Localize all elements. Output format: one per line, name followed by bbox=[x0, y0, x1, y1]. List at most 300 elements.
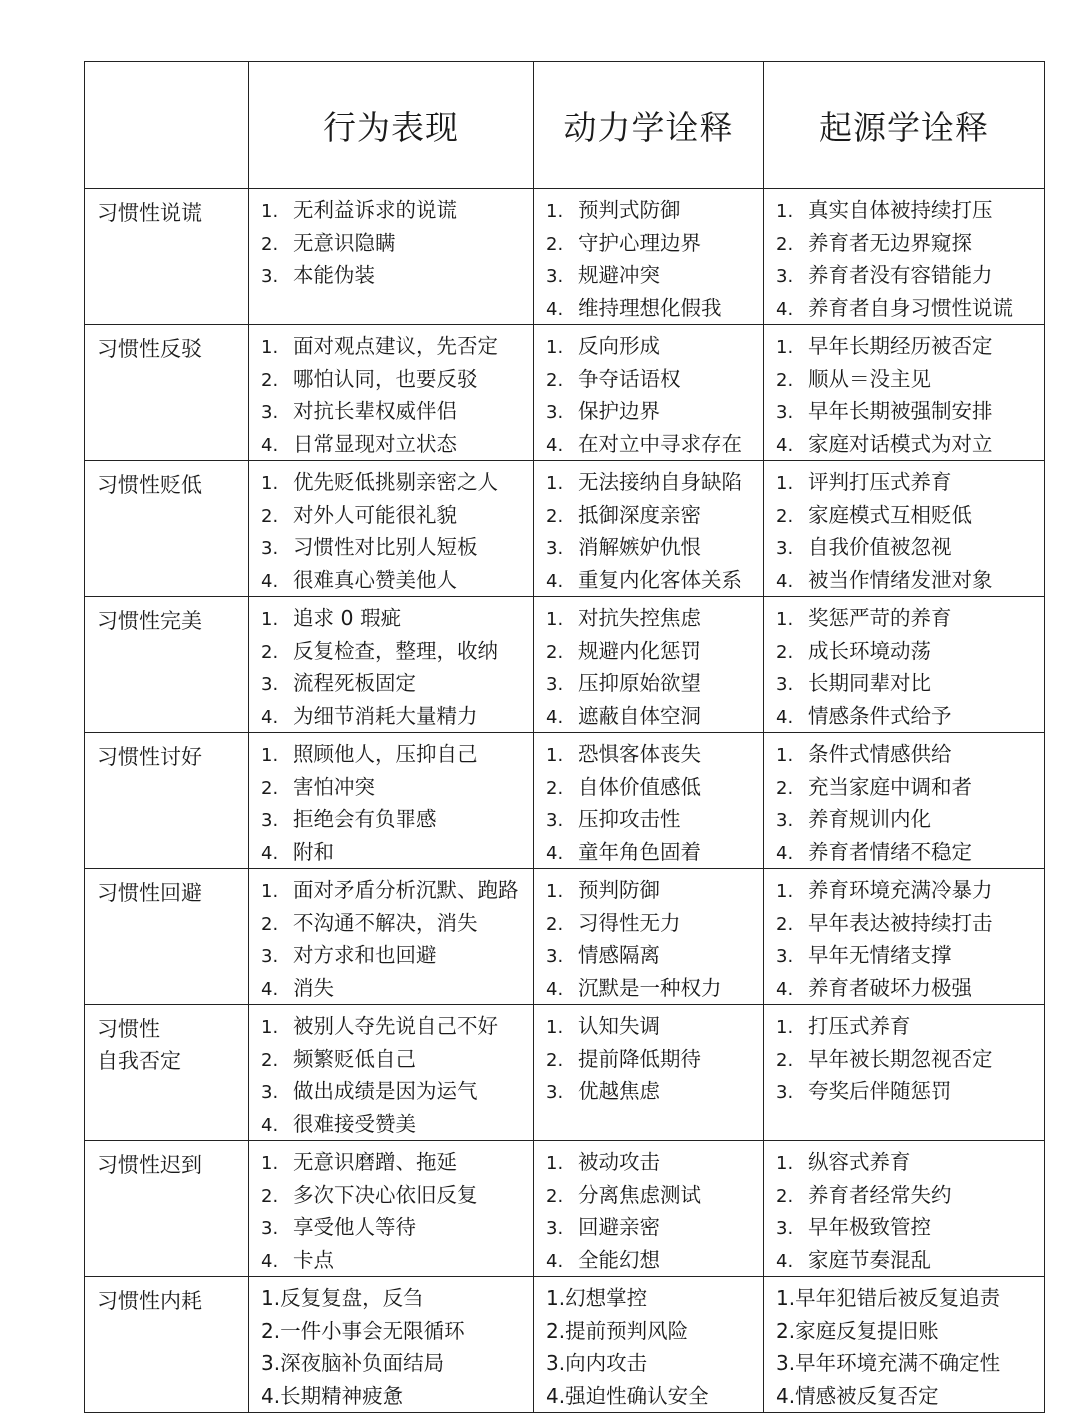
list-item bbox=[546, 738, 763, 771]
dynamics-cell bbox=[534, 325, 764, 461]
list-item bbox=[261, 738, 533, 771]
item-number: 2. bbox=[776, 1318, 796, 1343]
item-text: 向内攻击 bbox=[565, 1351, 648, 1375]
origin-list bbox=[776, 1010, 1044, 1108]
item-number: 1. bbox=[776, 473, 794, 494]
list-item bbox=[261, 700, 533, 733]
item-number: 2. bbox=[546, 913, 564, 935]
item-number: 4. bbox=[261, 842, 279, 864]
item-text: 养育者自身习惯性说谎 bbox=[808, 295, 1013, 320]
origin-cell bbox=[764, 325, 1045, 461]
row-header-text: 习惯性 bbox=[97, 1017, 160, 1041]
item-text: 遮蔽自体空洞 bbox=[578, 703, 701, 728]
list-item bbox=[546, 939, 763, 972]
item-text: 日常显现对立状态 bbox=[293, 431, 457, 456]
item-number: 3. bbox=[261, 1351, 281, 1375]
origin-list bbox=[776, 194, 1044, 324]
item-text: 养育者破坏力极强 bbox=[808, 975, 972, 1000]
list-item bbox=[776, 771, 1044, 804]
item-text: 奖惩严苛的养育 bbox=[808, 606, 952, 630]
item-text: 消解嫉妒仇恨 bbox=[578, 535, 701, 559]
list-item bbox=[261, 1347, 533, 1380]
list-item bbox=[261, 939, 533, 972]
item-text: 顺从＝没主见 bbox=[808, 366, 931, 391]
item-text: 面对矛盾分析沉默、跑路 bbox=[293, 878, 519, 902]
item-number: 1. bbox=[261, 473, 279, 494]
item-number: 4. bbox=[261, 1114, 279, 1136]
origin-cell bbox=[764, 869, 1045, 1005]
item-text: 不沟通不解决，消失 bbox=[293, 910, 478, 935]
list-item bbox=[776, 1010, 1044, 1043]
dynamics-cell bbox=[534, 1141, 764, 1277]
list-item bbox=[261, 1315, 533, 1348]
item-number: 3. bbox=[261, 402, 279, 423]
item-text: 被别人夺先说自己不好 bbox=[293, 1014, 498, 1038]
behavior-list bbox=[261, 194, 533, 292]
item-number: 4. bbox=[546, 978, 564, 1000]
list-item bbox=[546, 1179, 763, 1212]
dynamics-list bbox=[546, 330, 763, 460]
item-text: 习得性无力 bbox=[578, 910, 681, 935]
item-text: 强迫性确认安全 bbox=[565, 1383, 709, 1408]
item-number: 4. bbox=[776, 1383, 796, 1408]
list-item bbox=[546, 667, 763, 700]
dynamics-list bbox=[546, 194, 763, 324]
behavior-cell bbox=[249, 733, 534, 869]
list-item bbox=[261, 836, 533, 869]
item-text: 保护边界 bbox=[578, 399, 660, 423]
item-text: 认知失调 bbox=[578, 1014, 660, 1038]
item-text: 真实自体被持续打压 bbox=[808, 198, 993, 222]
row-header bbox=[85, 189, 249, 325]
item-number: 3. bbox=[546, 946, 564, 967]
item-number: 2. bbox=[261, 1318, 281, 1343]
list-item bbox=[546, 330, 763, 363]
item-text: 压抑原始欲望 bbox=[578, 671, 701, 695]
item-text: 消失 bbox=[293, 975, 334, 1000]
list-item bbox=[546, 1211, 763, 1244]
row-header bbox=[85, 461, 249, 597]
list-item bbox=[261, 1010, 533, 1043]
item-number: 4. bbox=[261, 434, 279, 456]
behavior-list bbox=[261, 874, 533, 1004]
item-text: 争夺话语权 bbox=[578, 366, 681, 391]
item-text: 早年环境充满不确定性 bbox=[795, 1351, 1001, 1375]
list-item bbox=[776, 1146, 1044, 1179]
origin-list bbox=[776, 330, 1044, 460]
table-row bbox=[85, 189, 1045, 325]
header-dynamics: 动力学诠释 bbox=[534, 62, 764, 189]
item-text: 童年角色固着 bbox=[578, 839, 701, 864]
item-number: 3. bbox=[261, 674, 279, 695]
origin-cell bbox=[764, 1005, 1045, 1141]
item-number: 1. bbox=[776, 1153, 794, 1174]
item-number: 1. bbox=[546, 1286, 566, 1310]
item-number: 4. bbox=[776, 434, 794, 456]
list-item bbox=[546, 1282, 763, 1315]
list-item bbox=[776, 194, 1044, 227]
list-item bbox=[776, 1347, 1044, 1380]
item-text: 对抗失控焦虑 bbox=[578, 606, 701, 630]
item-number: 1. bbox=[776, 609, 794, 630]
table-row bbox=[85, 325, 1045, 461]
item-number: 1. bbox=[546, 745, 564, 766]
item-number: 3. bbox=[546, 402, 564, 423]
item-number: 4. bbox=[776, 842, 794, 864]
item-text: 养育者情绪不稳定 bbox=[808, 839, 972, 864]
list-item bbox=[776, 1380, 1044, 1413]
list-item bbox=[261, 907, 533, 940]
item-number: 3. bbox=[261, 946, 279, 967]
origin-cell bbox=[764, 597, 1045, 733]
list-item bbox=[776, 428, 1044, 461]
list-item bbox=[261, 771, 533, 804]
list-item bbox=[261, 1179, 533, 1212]
table-row bbox=[85, 869, 1045, 1005]
item-number: 4. bbox=[546, 298, 564, 320]
item-text: 为细节消耗大量精力 bbox=[293, 703, 478, 728]
item-number: 1. bbox=[776, 881, 794, 902]
list-item bbox=[261, 874, 533, 907]
item-number: 2. bbox=[776, 369, 794, 391]
item-number: 3. bbox=[261, 1082, 279, 1103]
header-behavior: 行为表现 bbox=[249, 62, 534, 189]
list-item bbox=[261, 1380, 533, 1413]
list-item bbox=[261, 428, 533, 461]
item-text: 早年无情绪支撑 bbox=[808, 943, 952, 967]
item-text: 早年长期被强制安排 bbox=[808, 399, 993, 423]
item-text: 提前预判风险 bbox=[565, 1318, 689, 1343]
item-number: 4. bbox=[261, 1250, 279, 1272]
item-text: 守护心理边界 bbox=[578, 230, 701, 255]
habit-table bbox=[84, 61, 1045, 1413]
list-item bbox=[546, 771, 763, 804]
item-text: 成长环境动荡 bbox=[808, 638, 931, 663]
item-text: 频繁贬低自己 bbox=[293, 1046, 416, 1071]
habit-table-container bbox=[84, 61, 1044, 1413]
list-item bbox=[546, 292, 763, 325]
row-header bbox=[85, 733, 249, 869]
item-number: 3. bbox=[546, 810, 564, 831]
item-text: 对外人可能很礼貌 bbox=[293, 502, 457, 527]
header-blank bbox=[85, 62, 249, 189]
table-row bbox=[85, 461, 1045, 597]
item-number: 2. bbox=[776, 1185, 794, 1207]
list-item bbox=[261, 194, 533, 227]
list-item bbox=[776, 907, 1044, 940]
origin-list bbox=[776, 602, 1044, 732]
behavior-cell bbox=[249, 1005, 534, 1141]
list-item bbox=[776, 635, 1044, 668]
item-number: 1. bbox=[546, 1153, 564, 1174]
item-text: 哪怕认同，也要反驳 bbox=[293, 366, 478, 391]
behavior-cell bbox=[249, 189, 534, 325]
item-text: 幻想掌控 bbox=[565, 1286, 648, 1310]
list-item bbox=[261, 1075, 533, 1108]
item-number: 2. bbox=[546, 1185, 564, 1207]
item-text: 夸奖后伴随惩罚 bbox=[808, 1079, 952, 1103]
list-item bbox=[776, 836, 1044, 869]
item-number: 4. bbox=[776, 570, 794, 592]
item-text: 纵容式养育 bbox=[808, 1150, 911, 1174]
header-origin: 起源学诠释 bbox=[764, 62, 1045, 189]
behavior-list bbox=[261, 466, 533, 596]
behavior-list bbox=[261, 330, 533, 460]
list-item bbox=[776, 1179, 1044, 1212]
list-item bbox=[546, 227, 763, 260]
item-text: 回避亲密 bbox=[578, 1215, 660, 1239]
item-text: 本能伪装 bbox=[293, 263, 375, 287]
dynamics-cell bbox=[534, 1277, 764, 1413]
origin-cell bbox=[764, 461, 1045, 597]
item-number: 2. bbox=[261, 777, 279, 799]
item-number: 3. bbox=[776, 266, 794, 287]
list-item bbox=[776, 330, 1044, 363]
origin-cell bbox=[764, 733, 1045, 869]
item-number: 4. bbox=[546, 434, 564, 456]
list-item bbox=[546, 395, 763, 428]
item-text: 全能幻想 bbox=[578, 1247, 660, 1272]
list-item bbox=[776, 1043, 1044, 1076]
list-item bbox=[776, 939, 1044, 972]
list-item bbox=[776, 1075, 1044, 1108]
list-item bbox=[776, 700, 1044, 733]
dynamics-list bbox=[546, 874, 763, 1004]
list-item bbox=[261, 531, 533, 564]
item-number: 1. bbox=[261, 337, 279, 358]
item-number: 2. bbox=[261, 505, 279, 527]
list-item bbox=[546, 564, 763, 597]
origin-cell bbox=[764, 189, 1045, 325]
item-text: 规避内化惩罚 bbox=[578, 638, 701, 663]
list-item bbox=[776, 667, 1044, 700]
list-item bbox=[776, 363, 1044, 396]
dynamics-cell bbox=[534, 461, 764, 597]
list-item bbox=[261, 1043, 533, 1076]
behavior-list bbox=[261, 1282, 533, 1412]
list-item bbox=[546, 259, 763, 292]
list-item bbox=[776, 602, 1044, 635]
list-item bbox=[546, 194, 763, 227]
list-item bbox=[546, 700, 763, 733]
row-header-text: 习惯性完美 bbox=[97, 609, 202, 633]
item-text: 反复检查，整理，收纳 bbox=[293, 638, 498, 663]
item-text: 无意识磨蹭、拖延 bbox=[293, 1150, 457, 1174]
item-number: 3. bbox=[776, 1351, 796, 1375]
item-number: 2. bbox=[546, 369, 564, 391]
item-text: 分离焦虑测试 bbox=[578, 1182, 701, 1207]
list-item bbox=[261, 330, 533, 363]
dynamics-list bbox=[546, 1282, 763, 1412]
item-number: 2. bbox=[776, 777, 794, 799]
item-text: 被当作情绪发泄对象 bbox=[808, 567, 993, 592]
dynamics-list bbox=[546, 602, 763, 732]
item-number: 4. bbox=[546, 1383, 566, 1408]
item-number: 1. bbox=[261, 1153, 279, 1174]
dynamics-cell bbox=[534, 1005, 764, 1141]
item-text: 优先贬低挑剔亲密之人 bbox=[293, 470, 498, 494]
item-text: 压抑攻击性 bbox=[578, 807, 681, 831]
item-text: 充当家庭中调和者 bbox=[808, 774, 972, 799]
origin-cell bbox=[764, 1277, 1045, 1413]
item-number: 3. bbox=[776, 1082, 794, 1103]
item-number: 2. bbox=[546, 505, 564, 527]
item-number: 3. bbox=[776, 946, 794, 967]
list-item bbox=[261, 667, 533, 700]
row-header-text: 习惯性说谎 bbox=[97, 201, 202, 225]
list-item bbox=[261, 1108, 533, 1141]
row-header-text: 自我否定 bbox=[97, 1049, 181, 1073]
item-number: 4. bbox=[261, 1383, 281, 1408]
list-item bbox=[261, 635, 533, 668]
list-item bbox=[261, 564, 533, 597]
row-header bbox=[85, 869, 249, 1005]
behavior-list bbox=[261, 1010, 533, 1140]
item-number: 3. bbox=[546, 1218, 564, 1239]
item-text: 附和 bbox=[293, 839, 334, 864]
origin-list bbox=[776, 1282, 1044, 1412]
item-number: 3. bbox=[546, 1082, 564, 1103]
list-item bbox=[776, 1282, 1044, 1315]
item-number: 1. bbox=[261, 609, 279, 630]
item-text: 拒绝会有负罪感 bbox=[293, 807, 437, 831]
item-number: 2. bbox=[546, 777, 564, 799]
item-text: 在对立中寻求存在 bbox=[578, 431, 742, 456]
item-text: 评判打压式养育 bbox=[808, 470, 952, 494]
item-number: 3. bbox=[261, 266, 279, 287]
item-number: 4. bbox=[261, 978, 279, 1000]
item-text: 无意识隐瞒 bbox=[293, 230, 396, 255]
item-number: 3. bbox=[546, 538, 564, 559]
item-number: 1. bbox=[776, 745, 794, 766]
dynamics-cell bbox=[534, 597, 764, 733]
item-number: 4. bbox=[776, 1250, 794, 1272]
item-number: 2. bbox=[776, 641, 794, 663]
list-item bbox=[776, 259, 1044, 292]
item-text: 早年犯错后被反复追责 bbox=[795, 1286, 1001, 1310]
list-item bbox=[776, 874, 1044, 907]
list-item bbox=[776, 466, 1044, 499]
list-item bbox=[261, 1211, 533, 1244]
item-number: 3. bbox=[776, 402, 794, 423]
item-text: 沉默是一种权力 bbox=[578, 975, 722, 1000]
list-item bbox=[546, 1146, 763, 1179]
item-number: 1. bbox=[261, 745, 279, 766]
item-text: 家庭反复提旧账 bbox=[795, 1318, 939, 1343]
list-item bbox=[546, 499, 763, 532]
item-text: 追求 0 瑕疵 bbox=[293, 606, 402, 630]
behavior-cell bbox=[249, 1141, 534, 1277]
item-text: 流程死板固定 bbox=[293, 671, 416, 695]
item-number: 2. bbox=[546, 1318, 566, 1343]
list-item bbox=[546, 466, 763, 499]
item-text: 深夜脑补负面结局 bbox=[280, 1351, 445, 1375]
item-text: 提前降低期待 bbox=[578, 1046, 701, 1071]
row-header-text: 习惯性讨好 bbox=[97, 745, 202, 769]
item-number: 2. bbox=[261, 641, 279, 663]
list-item bbox=[546, 1010, 763, 1043]
table-row bbox=[85, 597, 1045, 733]
list-item bbox=[776, 292, 1044, 325]
dynamics-list bbox=[546, 738, 763, 868]
item-number: 3. bbox=[776, 538, 794, 559]
row-header bbox=[85, 597, 249, 733]
list-item bbox=[776, 803, 1044, 836]
item-text: 对抗长辈权威伴侣 bbox=[293, 399, 457, 423]
row-header-text: 习惯性内耗 bbox=[97, 1289, 202, 1313]
item-text: 养育环境充满冷暴力 bbox=[808, 878, 993, 902]
item-number: 3. bbox=[776, 674, 794, 695]
list-item bbox=[261, 466, 533, 499]
item-text: 家庭节奏混乱 bbox=[808, 1247, 931, 1272]
item-text: 反向形成 bbox=[578, 334, 660, 358]
list-item bbox=[261, 499, 533, 532]
item-text: 早年长期经历被否定 bbox=[808, 334, 993, 358]
row-header-text: 习惯性迟到 bbox=[97, 1153, 202, 1177]
item-text: 无利益诉求的说谎 bbox=[293, 198, 457, 222]
item-text: 养育者无边界窥探 bbox=[808, 230, 972, 255]
table-row bbox=[85, 733, 1045, 869]
item-text: 面对观点建议，先否定 bbox=[293, 334, 498, 358]
item-text: 家庭模式互相贬低 bbox=[808, 502, 972, 527]
list-item bbox=[261, 1282, 533, 1315]
list-item bbox=[546, 531, 763, 564]
item-text: 长期精神疲惫 bbox=[280, 1383, 404, 1408]
item-number: 2. bbox=[261, 913, 279, 935]
item-text: 养育规训内化 bbox=[808, 807, 931, 831]
dynamics-list bbox=[546, 466, 763, 596]
item-text: 情感条件式给予 bbox=[808, 703, 952, 728]
table-row bbox=[85, 1277, 1045, 1413]
item-number: 2. bbox=[546, 1049, 564, 1071]
list-item bbox=[261, 602, 533, 635]
origin-list bbox=[776, 874, 1044, 1004]
behavior-list bbox=[261, 602, 533, 732]
item-text: 多次下决心依旧反复 bbox=[293, 1182, 478, 1207]
row-header-text: 习惯性贬低 bbox=[97, 473, 202, 497]
item-text: 反复复盘，反刍 bbox=[280, 1286, 424, 1310]
item-text: 抵御深度亲密 bbox=[578, 502, 701, 527]
origin-cell bbox=[764, 1141, 1045, 1277]
behavior-cell bbox=[249, 869, 534, 1005]
item-text: 长期同辈对比 bbox=[808, 671, 931, 695]
item-text: 早年表达被持续打击 bbox=[808, 910, 993, 935]
list-item bbox=[546, 1380, 763, 1413]
list-item bbox=[546, 1347, 763, 1380]
item-number: 4. bbox=[546, 570, 564, 592]
item-text: 一件小事会无限循环 bbox=[280, 1318, 465, 1343]
list-item bbox=[776, 564, 1044, 597]
row-header-text: 习惯性反驳 bbox=[97, 337, 202, 361]
list-item bbox=[261, 1146, 533, 1179]
origin-list bbox=[776, 466, 1044, 596]
behavior-cell bbox=[249, 325, 534, 461]
item-number: 1. bbox=[261, 1017, 279, 1038]
list-item bbox=[546, 602, 763, 635]
list-item bbox=[776, 972, 1044, 1005]
list-item bbox=[261, 972, 533, 1005]
list-item bbox=[261, 395, 533, 428]
item-number: 1. bbox=[776, 201, 794, 222]
list-item bbox=[261, 227, 533, 260]
item-text: 早年极致管控 bbox=[808, 1215, 931, 1239]
list-item bbox=[546, 803, 763, 836]
list-item bbox=[776, 1211, 1044, 1244]
item-number: 1. bbox=[261, 881, 279, 902]
item-number: 2. bbox=[776, 1049, 794, 1071]
item-text: 维持理想化假我 bbox=[578, 295, 722, 320]
row-header bbox=[85, 1141, 249, 1277]
